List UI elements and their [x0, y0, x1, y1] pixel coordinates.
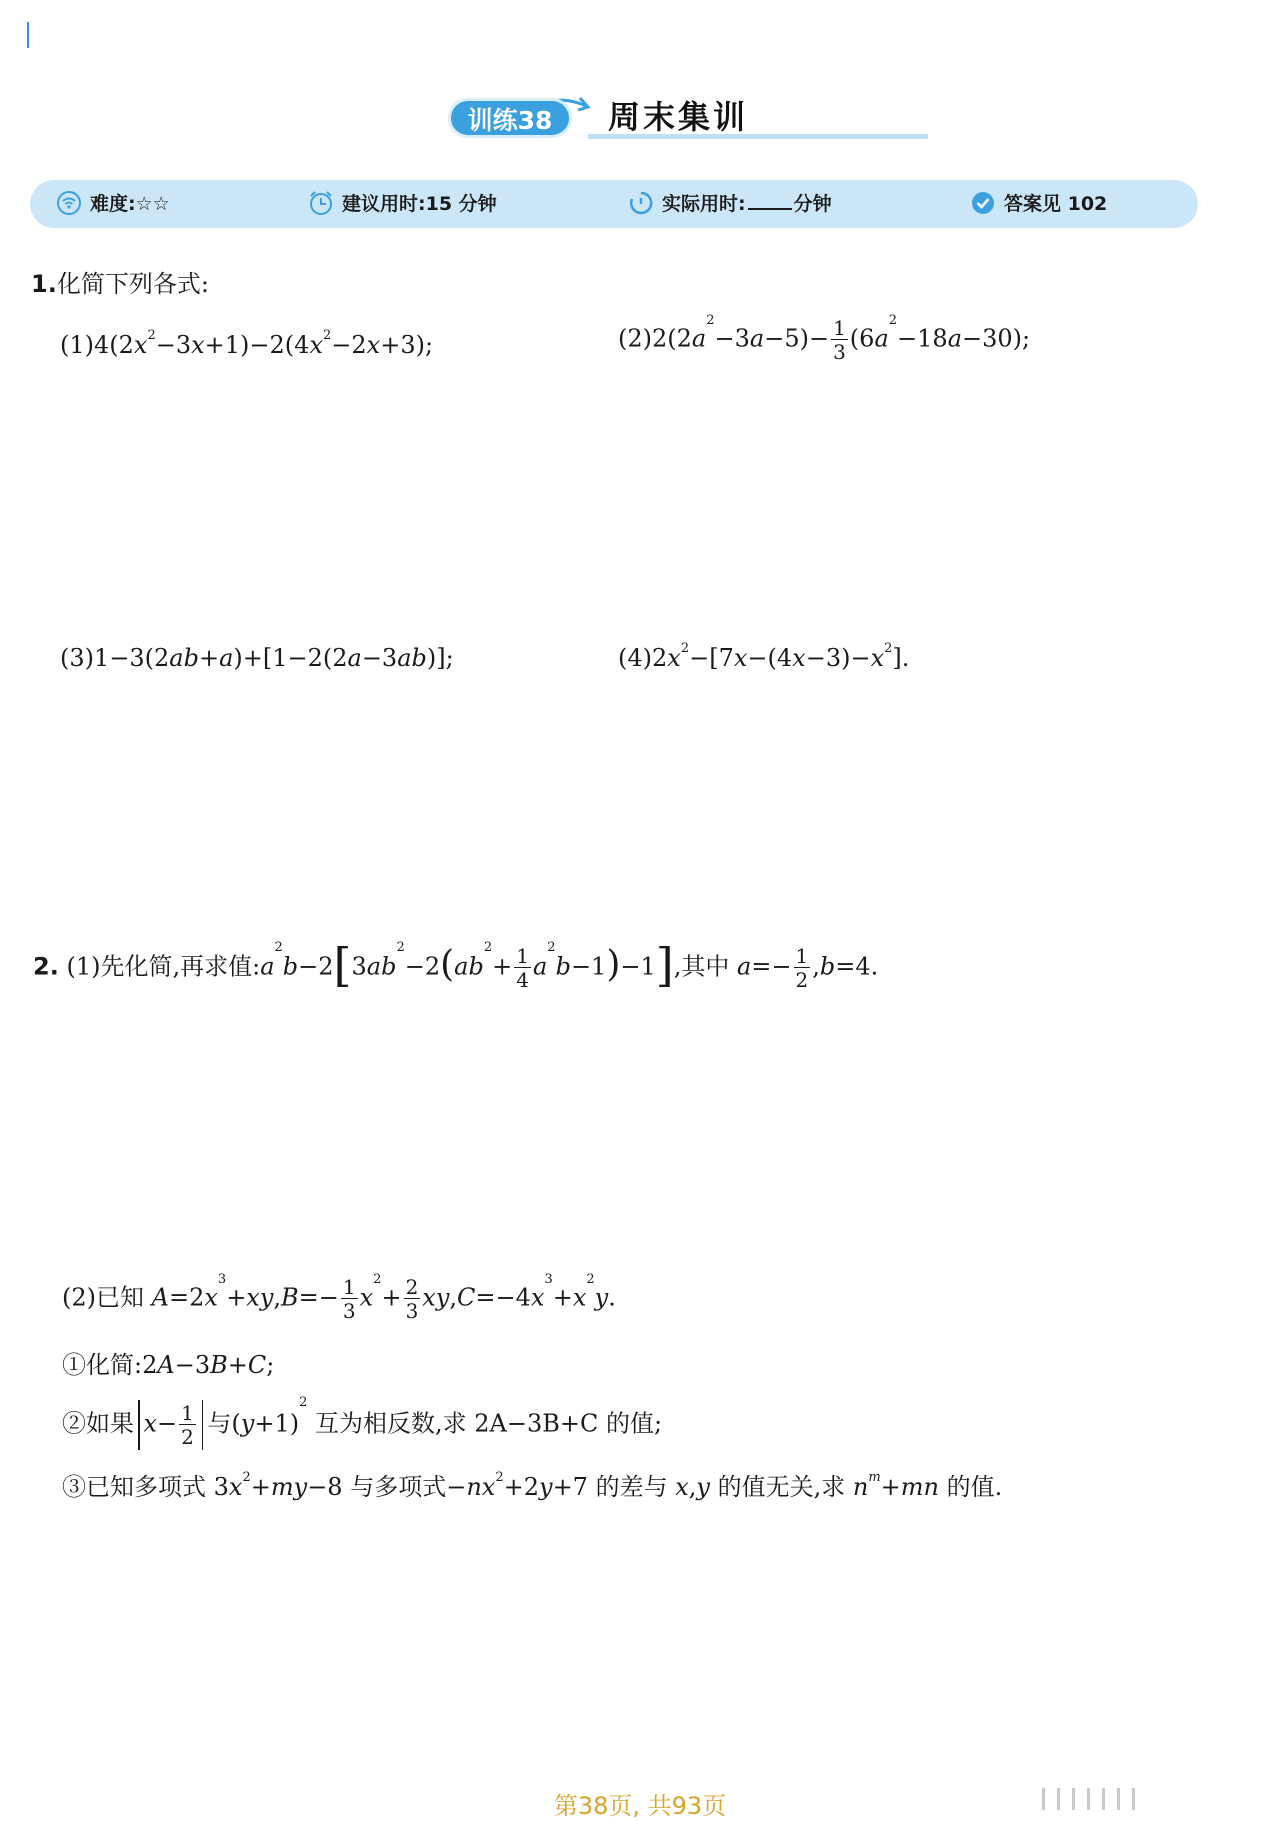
question-1-number: 1. [31, 270, 57, 298]
actual-time-blank[interactable] [748, 188, 792, 210]
section-title [448, 88, 788, 144]
page-indicator: 第38页, 共93页 [553, 1792, 727, 1820]
suggested-time-text: 建议用时:15 分钟 [342, 193, 497, 215]
actual-time-unit: 分钟 [793, 193, 832, 215]
q2-part1: 2. (1)先化简,再求值$:a^2b-2[3ab^2-2(ab^2+$ $\frac{1}{4}$ $a^2b-1)-1$],其中 a=− $\frac{1}{2}$ ,b=4. [33, 938, 879, 992]
page-title: 周末集训 [608, 98, 749, 136]
q1-part1: $(1)4(2x^2-3x+1)-2(4x^2-2x+3)$; [60, 328, 434, 359]
question-1-prompt: 化简下列各式: [56, 270, 209, 298]
q2-sub1: ①化简:2A−3B+C; [62, 1351, 275, 1379]
q2-sub2: ②如果 x− $\frac{1}{2}$ 与$(y+1)^2$ 互为相反数,求 2A−3B+C 的值; [62, 1395, 663, 1449]
q2-part2: (2)已知 $A=2x^3+xy,B=-$ $\frac{1}{3}$ $x^2+$ $\frac{2}{3}$ $xy,C=-4x^3+x^2y$. [62, 1272, 616, 1323]
q2-sub3: ③已知多项式 $3x^2+my-8$ 与多项式$-nx^2+2y+7$ 的差与 x,y 的值无关,求 $n^m+mn$ 的值. [62, 1470, 1003, 1501]
actual-time-item [628, 180, 832, 228]
page-nav-bars-icon[interactable] [1042, 1788, 1147, 1812]
q1-part3: (3)1−3(2ab+a)+[1−2(2a−3ab)]; [60, 644, 454, 672]
alarm-clock-icon [308, 190, 334, 216]
training-badge: 训练38 [448, 98, 572, 138]
answer-ref-text: 答案见 102 [1004, 193, 1108, 215]
timer-icon [628, 190, 654, 216]
actual-time-label: 实际用时: [662, 193, 746, 215]
info-bar [30, 180, 1198, 228]
suggested-time-item [308, 180, 497, 228]
difficulty-text: 难度:☆☆ [90, 193, 170, 215]
text-cursor-mark [27, 22, 29, 48]
difficulty-item [56, 180, 170, 228]
answer-ref-item [970, 180, 1107, 228]
question-1-header [31, 272, 209, 296]
q1-part4: $(4)2x^2-[7x-(4x-3)-x^2]$. [618, 641, 910, 672]
signal-icon [56, 190, 82, 216]
question-2-number: 2. [33, 952, 59, 981]
q1-part2: $(2)2(2a^2-3a-5)-$ $\frac{1}{3}$ $(6a^2-18a-30)$; [618, 313, 1031, 364]
check-circle-icon [970, 190, 996, 216]
